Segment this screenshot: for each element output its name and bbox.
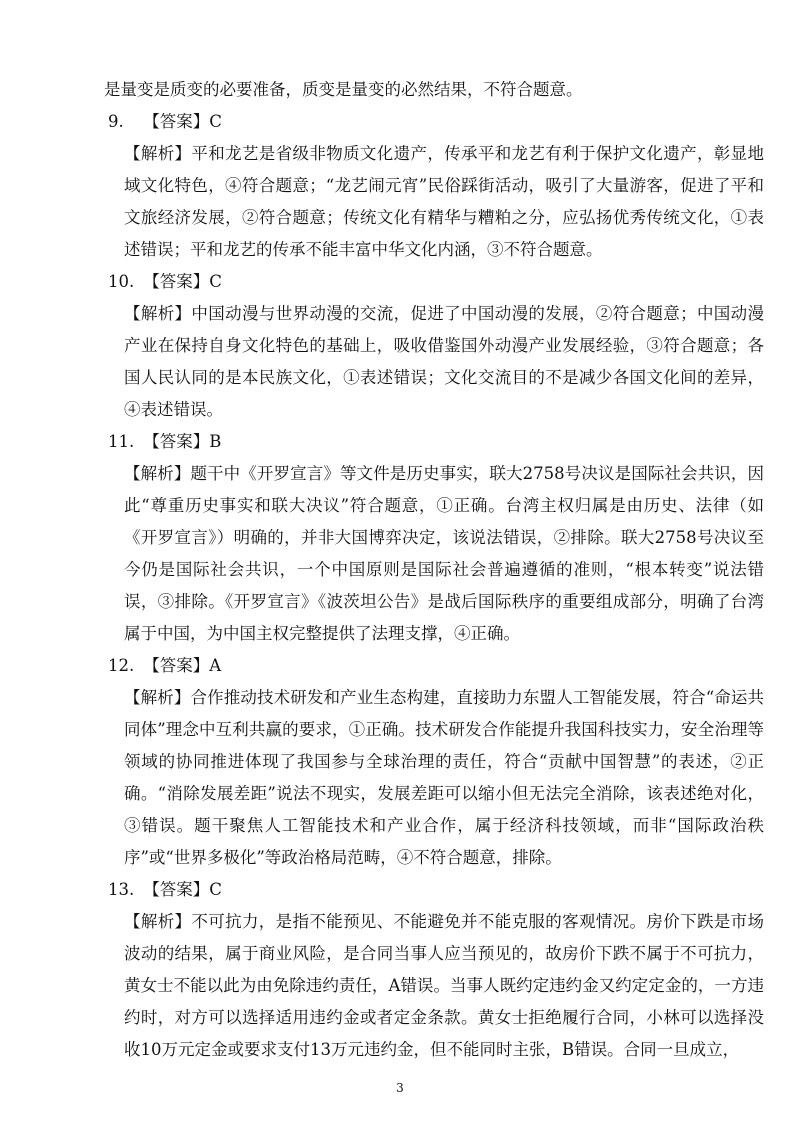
question-item-10 [104, 266, 764, 426]
question-number: 10. [108, 272, 135, 291]
question-item-13 [104, 874, 764, 1066]
answer-label: 【答案】C [143, 880, 222, 899]
question-header [104, 426, 764, 458]
explanation-text: 【解析】题干中《开罗宣言》等文件是历史事实，联大2758号决议是国际社会共识，因此“尊重历史事实和联大决议”符合题意，①正确。台湾主权归属是由历史、法律（如《开罗宣言》）明确的，并非大国博弈决定，该说法错误，②排除。联大2758号决议至今仍是国际社会共识，一个中国原则是国际社会普遍遵循的准则，“根本转变”说法错误，③排除。《开罗宣言》《波茨坦公告》是战后国际秩序的重要组成部分，明确了台湾属于中国，为中国主权完整提供了法理支撑，④正确。 [124, 464, 764, 643]
question-header [104, 266, 764, 298]
question-header [104, 650, 764, 682]
question-number: 13. [108, 880, 135, 899]
question-number: 12. [108, 656, 135, 675]
question-number: 9. [108, 112, 124, 131]
explanation-text: 【解析】中国动漫与世界动漫的交流，促进了中国动漫的发展，②符合题意；中国动漫产业在保持自身文化特色的基础上，吸收借鉴国外动漫产业发展经验，③符合题意；各国人民认同的是本民族文化，①表述错误；文化交流目的不是减少各国文化间的差异，④表述错误。 [124, 304, 764, 419]
question-item-12 [104, 650, 764, 874]
explanation-text: 【解析】不可抗力，是指不能预见、不能避免并不能克服的客观情况。房价下跌是市场波动的结果，属于商业风险，是合同当事人应当预见的，故房价下跌不属于不可抗力，黄女士不能以此为由免除违约责任，A错误。当事人既约定违约金又约定定金的，一方违约时，对方可以选择适用违约金或者定金条款。黄女士拒绝履行合同，小林可以选择没收10万元定金或要求支付13万元违约金，但不能同时主张，B错误。合同一旦成立， [124, 912, 764, 1059]
continuation-paragraph: 是量变是质变的必要准备，质变是量变的必然结果，不符合题意。 [104, 80, 583, 99]
explanation-text: 【解析】合作推动技术研发和产业生态构建，直接助力东盟人工智能发展，符合“命运共同体”理念中互利共赢的要求，①正确。技术研发合作能提升我国科技实力，安全治理等领域的协同推进体现了我国参与全球治理的责任，符合“贡献中国智慧”的表述，②正确。“消除发展差距”说法不现实，发展差距可以缩小但无法完全消除，该表述绝对化，③错误。题干聚焦人工智能技术和产业合作，属于经济科技领域，而非“国际政治秩序”或“世界多极化”等政治格局范畴，④不符合题意，排除。 [124, 688, 764, 867]
answer-label: 【答案】C [143, 112, 222, 131]
question-header [104, 874, 764, 906]
answer-label: 【答案】B [143, 432, 222, 451]
page-number: 3 [396, 1081, 404, 1095]
answer-label: 【答案】C [143, 272, 222, 291]
question-item-11 [104, 426, 764, 650]
question-number: 11. [108, 432, 135, 451]
question-header [104, 106, 764, 138]
explanation-text: 【解析】平和龙艺是省级非物质文化遗产，传承平和龙艺有利于保护文化遗产，彰显地域文化特色，④符合题意；“龙艺闹元宵”民俗踩街活动，吸引了大量游客，促进了平和文旅经济发展，②符合题意；传统文化有精华与糟粕之分，应弘扬优秀传统文化，①表述错误；平和龙艺的传承不能丰富中华文化内涵，③不符合题意。 [124, 144, 764, 259]
question-item-9 [104, 106, 764, 266]
answer-label: 【答案】A [143, 656, 222, 675]
